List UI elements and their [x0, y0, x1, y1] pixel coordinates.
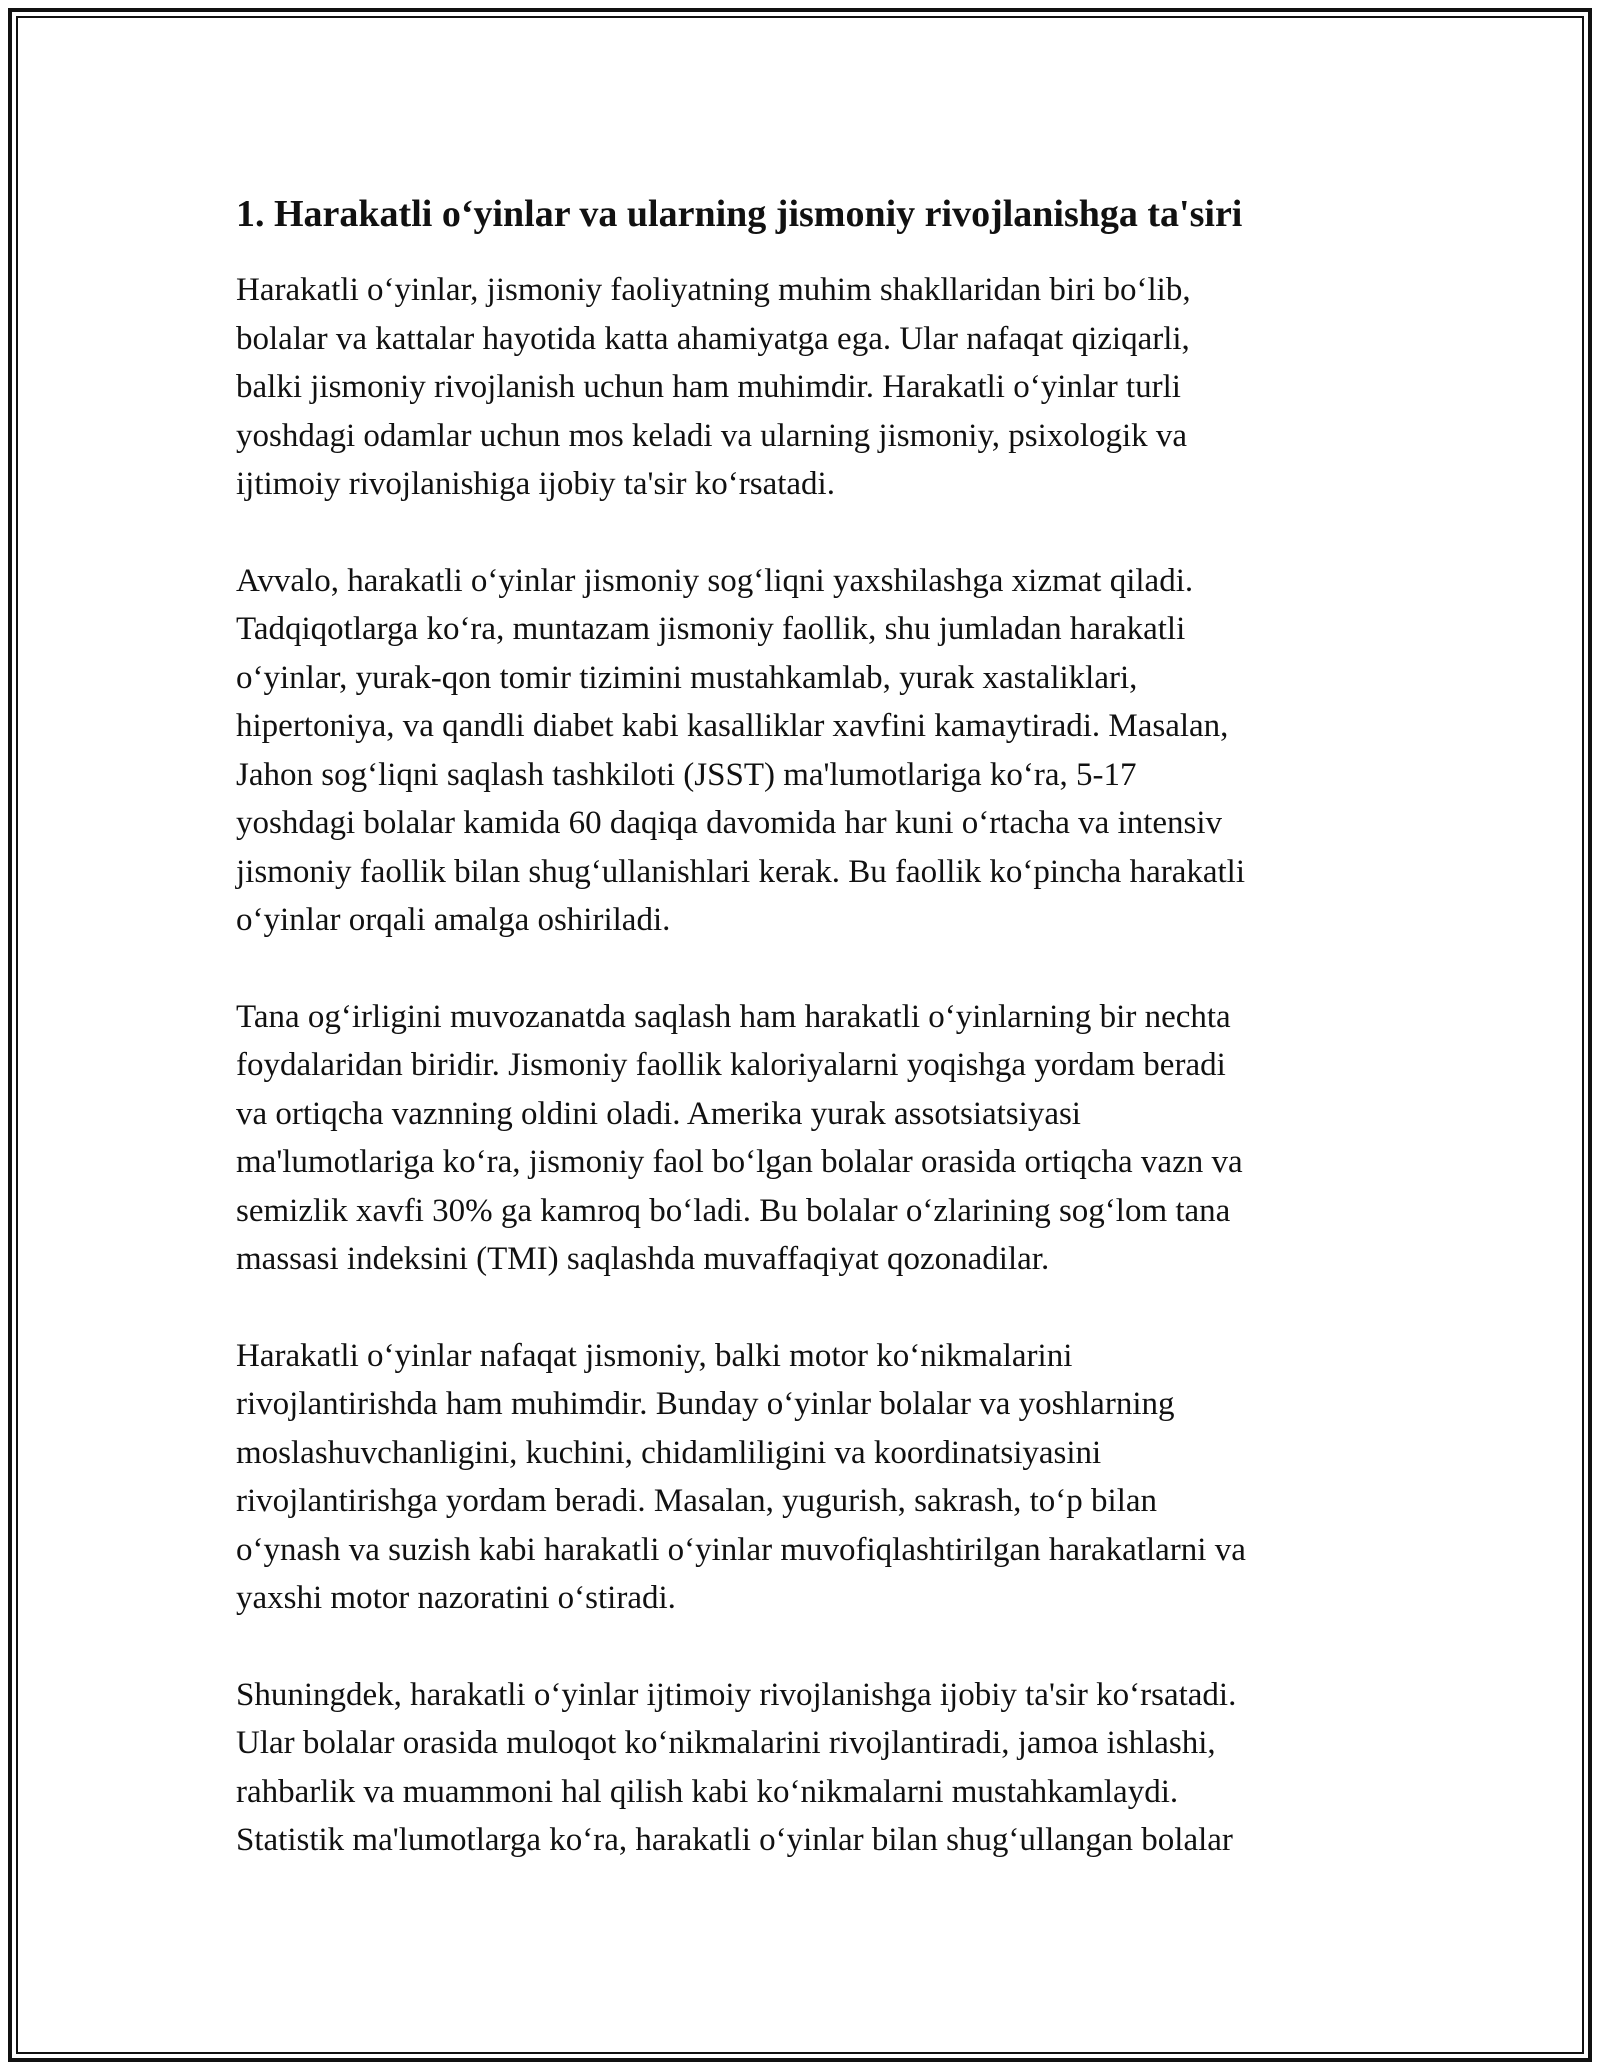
- paragraph-line: Harakatli o‘yinlar, jismoniy faoliyatning muhim shakllaridan biri bo‘lib,: [236, 272, 1191, 308]
- paragraph-weight: [236, 993, 1366, 1284]
- paragraph-motor-skills: [236, 1332, 1366, 1623]
- paragraph-line: massasi indeksini (TMI) saqlashda muvaffaqiyat qozonadilar.: [236, 1241, 1050, 1277]
- paragraph-line: Harakatli o‘yinlar nafaqat jismoniy, balki motor ko‘nikmalarini: [236, 1337, 1073, 1374]
- paragraph-line: ma'lumotlariga ko‘ra, jismoniy faol bo‘lgan bolalar orasida ortiqcha vazn va: [236, 1144, 1243, 1180]
- paragraph-line: Shuningdek, harakatli o‘yinlar ijtimoiy rivojlanishga ijobiy ta'sir ko‘rsatadi.: [236, 1676, 1237, 1713]
- paragraph-line: jismoniy faollik bilan shug‘ullanishlari kerak. Bu faollik ko‘pincha harakatli: [236, 853, 1246, 890]
- paragraph-line: ijtimoiy rivojlanishiga ijobiy ta'sir ko‘rsatadi.: [236, 466, 835, 502]
- paragraph-line: Jahon sog‘liqni saqlash tashkiloti (JSST) ma'lumotlariga ko‘ra, 5-17: [236, 756, 1137, 793]
- paragraph-line: o‘yinlar, yurak-qon tomir tizimini mustahkamlab, yurak xastaliklari,: [236, 659, 1138, 696]
- paragraph-line: Tana og‘irligini muvozanatda saqlash ham harakatli o‘yinlarning bir nechta: [236, 998, 1231, 1035]
- paragraph-line: hipertoniya, va qandli diabet kabi kasalliklar xavfini kamaytiradi. Masalan,: [236, 708, 1229, 744]
- paragraph-line: Tadqiqotlarga ko‘ra, muntazam jismoniy faollik, shu jumladan harakatli: [236, 611, 1186, 647]
- paragraph-line: Ular bolalar orasida muloqot ko‘nikmalarini rivojlantiradi, jamoa ishlashi,: [236, 1725, 1216, 1761]
- paragraph-line: rahbarlik va muammoni hal qilish kabi ko‘nikmalarni mustahkamlaydi.: [236, 1773, 1179, 1810]
- paragraph-line: rivojlantirishda ham muhimdir. Bunday o‘yinlar bolalar va yoshlarning: [236, 1386, 1175, 1422]
- paragraph-line: moslashuvchanligini, kuchini, chidamliligini va koordinatsiyasini: [236, 1434, 1102, 1471]
- paragraph-health: [236, 557, 1366, 945]
- paragraph-social: [236, 1671, 1366, 1865]
- paragraph-line: va ortiqcha vaznning oldini oladi. Amerika yurak assotsiatsiyasi: [236, 1095, 1081, 1132]
- paragraph-line: yoshdagi bolalar kamida 60 daqiqa davomida har kuni o‘rtacha va intensiv: [236, 805, 1223, 841]
- paragraph-line: yaxshi motor nazoratini o‘stiradi.: [236, 1580, 676, 1616]
- paragraph-line: semizlik xavfi 30% ga kamroq bo‘ladi. Bu bolalar o‘zlarining sog‘lom tana: [236, 1192, 1231, 1229]
- paragraph-line: yoshdagi odamlar uchun mos keladi va ularning jismoniy, psixologik va: [236, 417, 1188, 454]
- paragraph-line: o‘yinlar orqali amalga oshiriladi.: [236, 902, 671, 938]
- paragraph-intro: [236, 266, 1366, 509]
- paragraph-line: Statistik ma'lumotlarga ko‘ra, harakatli o‘yinlar bilan shug‘ullangan bolalar: [236, 1822, 1233, 1858]
- document-body: [236, 188, 1366, 1913]
- paragraph-line: balki jismoniy rivojlanish uchun ham muhimdir. Harakatli o‘yinlar turli: [236, 369, 1181, 405]
- paragraph-line: bolalar va kattalar hayotida katta ahamiyatga ega. Ular nafaqat qiziqarli,: [236, 320, 1190, 357]
- paragraph-line: Avvalo, harakatli o‘yinlar jismoniy sog‘liqni yaxshilashga xizmat qiladi.: [236, 562, 1194, 599]
- paragraph-line: rivojlantirishga yordam beradi. Masalan, yugurish, sakrash, to‘p bilan: [236, 1483, 1158, 1519]
- paragraph-line: o‘ynash va suzish kabi harakatli o‘yinlar muvofiqlashtirilgan harakatlarni va: [236, 1531, 1246, 1568]
- section-heading: 1. Harakatli o‘yinlar va ularning jismoniy rivojlanishga ta'siri: [236, 193, 1243, 235]
- paragraph-line: foydalaridan biridir. Jismoniy faollik kaloriyalarni yoqishga yordam beradi: [236, 1047, 1226, 1083]
